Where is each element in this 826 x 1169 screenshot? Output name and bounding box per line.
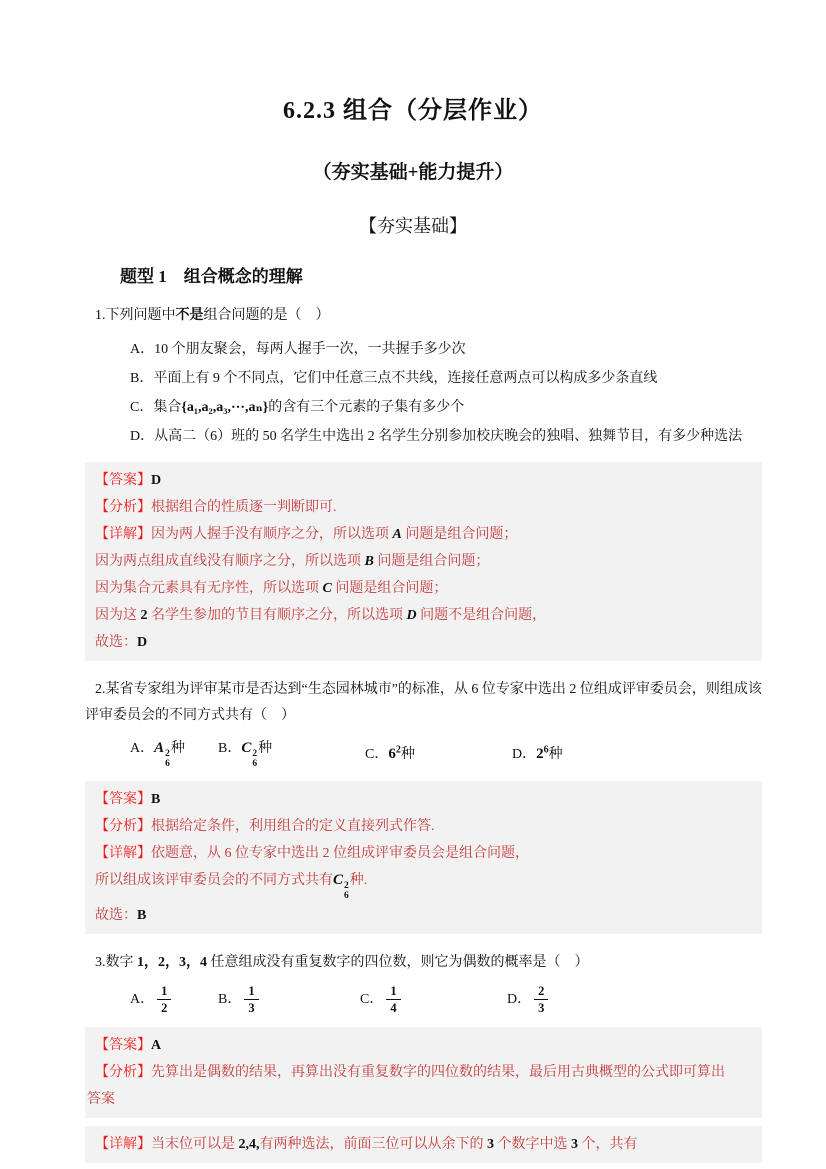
question-2-options [130, 737, 762, 770]
math-sup: 2 [165, 749, 170, 759]
fraction [386, 984, 400, 1016]
option-suffix: 种 [548, 747, 563, 763]
detail-text: 所以组成该评审委员会的不同方式共有 [95, 872, 333, 888]
math-sup: 2 [252, 749, 258, 759]
q2-answer-block [85, 781, 762, 934]
math-subsup [165, 750, 170, 770]
option-suffix: 种 [400, 747, 415, 763]
q3-option-c [360, 984, 507, 1016]
doc-title: 6.2.3 组合（分层作业） [283, 98, 543, 124]
question-3-stem: 3.数字 1，2，3，4 任意组成没有重复数字的四位数，则它为偶数的概率是（ ） [95, 954, 589, 970]
option-label: C． [365, 747, 389, 763]
q1-analysis-line: 【分析】根据组合的性质逐一判断即可. [95, 500, 337, 515]
fraction-denominator: 2 [161, 1001, 168, 1016]
math-base: C [241, 740, 252, 756]
option-label: D． [507, 992, 532, 1008]
question-1-stem: 1.下列问题中不是组合问题的是（ ） [95, 308, 330, 323]
math-sub: 6 [344, 890, 349, 901]
q3-answer-line: 【答案】A [95, 1037, 162, 1053]
math-sub: 6 [165, 758, 170, 769]
q3-analysis-wrap: 答案 [87, 1091, 115, 1107]
q2-detail-line-2 [95, 867, 752, 902]
q1-detail-line-4: 因为这 2 名学生参加的节目有顺序之分，所以选项 D 问题不是组合问题， [95, 608, 547, 623]
option-suffix: 种 [170, 741, 185, 756]
q1-detail-line-2: 因为两点组成直线没有顺序之分，所以选项 B 问题是组合问题； [95, 554, 490, 569]
fraction-numerator: 1 [157, 984, 171, 1000]
option-label: D． [512, 747, 537, 763]
fraction-denominator: 3 [248, 1001, 255, 1016]
q1-conclusion: 故选：D [95, 635, 148, 650]
q3-answer-block [85, 1027, 762, 1118]
q3-option-d [507, 984, 548, 1016]
math-sup: 2 [395, 744, 401, 756]
q1-option-d: D．从高二（6）班的 50 名学生中选出 2 名学生分别参加校庆晚会的独唱、独舞节目，有多少种选法 [130, 429, 743, 444]
fraction-denominator: 3 [538, 1001, 545, 1016]
q3-detail-block [85, 1126, 762, 1163]
math-sub: 6 [252, 758, 258, 769]
option-label: B． [218, 992, 242, 1008]
q1-option-a: A．10 个朋友聚会，每两人握手一次，一共握手多少次 [130, 342, 466, 357]
q2-option-a [130, 737, 218, 770]
option-suffix: 种 [258, 741, 273, 756]
q2-option-b [218, 737, 365, 770]
option-label: C． [360, 992, 384, 1008]
fraction [534, 984, 548, 1016]
question-3-options [130, 984, 762, 1016]
q3-detail-line: 【详解】当末位可以是 2,4,有两种选法，前面三位可以从余下的 3 个数字中选 3 个，共有 [95, 1136, 638, 1152]
option-label: A． [130, 741, 155, 756]
q1-answer-block [85, 462, 762, 661]
fraction-denominator: 4 [390, 1001, 397, 1016]
fraction-numerator: 1 [386, 984, 400, 1000]
math-subsup [344, 882, 349, 902]
math-base: A [154, 740, 165, 756]
math-subsup [252, 750, 257, 770]
topic-heading: 题型 1 组合概念的理解 [120, 267, 303, 286]
option-label: B． [218, 741, 242, 756]
q1-answer-line: 【答案】D [95, 473, 162, 488]
q3-option-a [130, 984, 218, 1016]
fraction-numerator: 1 [244, 984, 258, 1000]
q1-detail-line-3: 因为集合元素具有无序性，所以选项 C 问题是组合问题； [95, 581, 448, 596]
math-sup: 2 [344, 880, 349, 891]
math-base: C [333, 871, 344, 888]
q2-detail-line-1: 【详解】依题意，从 6 位专家中选出 2 位组成评审委员会是组合问题， [95, 845, 529, 861]
q1-option-b: B．平面上有 9 个不同点，它们中任意三点不共线，连接任意两点可以构成多少条直线 [130, 371, 658, 386]
q3-option-b [218, 984, 360, 1016]
q3-analysis-line: 【分析】先算出是偶数的结果，再算出没有重复数字的四位数的结果，最后用古典概型的公式即可算出 [95, 1064, 725, 1080]
q2-analysis-line: 【分析】根据给定条件，利用组合的定义直接列式作答. [95, 818, 435, 834]
math-sup: 6 [543, 744, 549, 756]
q2-option-c [365, 743, 512, 763]
section-heading: 【夯实基础】 [359, 216, 467, 236]
math-base: 2 [536, 746, 544, 763]
detail-text: 种. [349, 872, 368, 888]
q2-conclusion: 故选：B [95, 907, 147, 923]
q2-option-d [512, 743, 563, 763]
q1-detail-line-1: 【详解】因为两人握手没有顺序之分，所以选项 A 问题是组合问题； [95, 527, 518, 542]
math-base: 6 [388, 746, 396, 763]
option-label: A． [130, 992, 155, 1008]
fraction [244, 984, 258, 1016]
question-2-stem: 2.某省专家组为评审某市是否达到“生态园林城市”的标准，从 6 位专家中选出 2 位组成评审委员会，则组成该评审委员会的不同方式共有（ ） [85, 682, 762, 723]
q1-option-c: C．集合{a₁,a₂,a₃,⋯,aₙ}的含有三个元素的子集有多少个 [130, 400, 465, 415]
fraction-numerator: 2 [534, 984, 548, 1000]
doc-subtitle: （夯实基础+能力提升） [312, 162, 514, 183]
fraction [157, 984, 171, 1016]
question-1-options [130, 335, 762, 451]
q2-answer-line: 【答案】B [95, 791, 161, 807]
